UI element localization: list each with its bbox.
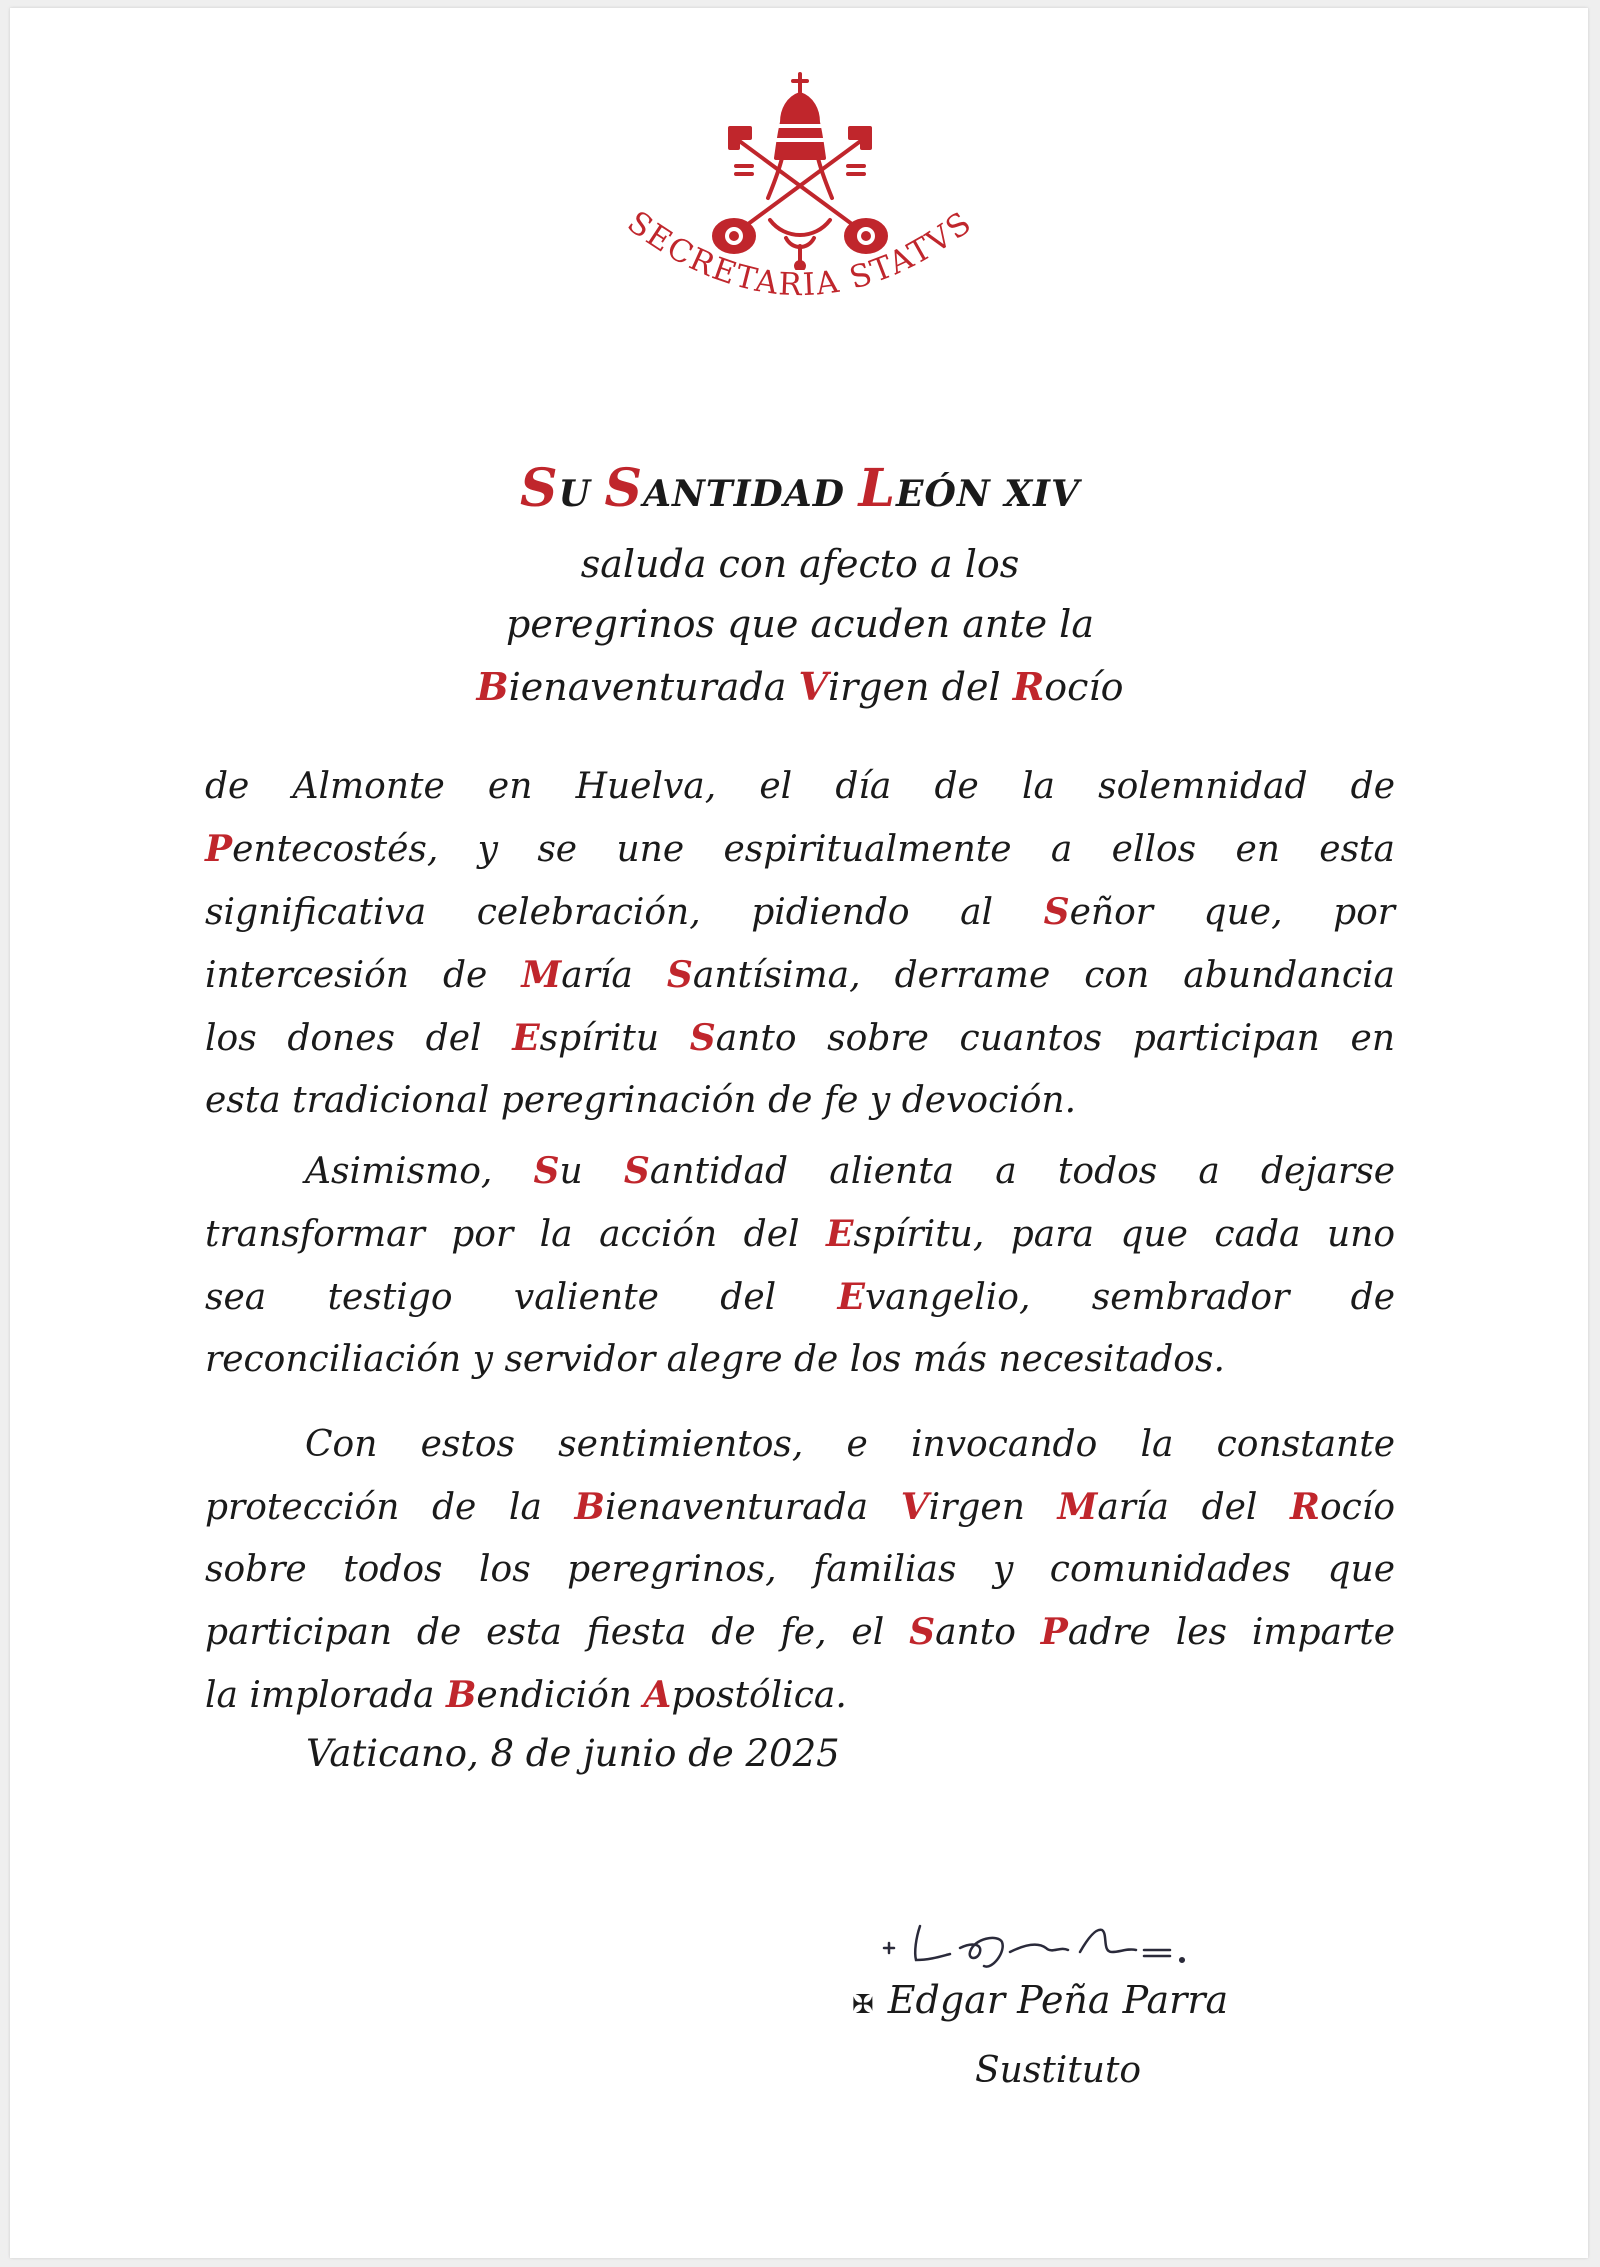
date-line: Vaticano, 8 de junio de 2025: [306, 1732, 840, 1775]
cross-icon: ✠: [852, 1990, 874, 2020]
paragraph-1: de Almonte en Huelva, el día de la solemnidad de Pentecostés, y se une espiritualmente a ellos en esta significativa celebración, pidiendo al Señor que, por intercesión de María Santísima, derrame con abundancia los dones del Espíritu Santo sobre cuantos participan en esta tradicional peregrinación de fe y devoción.: [205, 766, 1396, 1121]
handwritten-signature: [880, 1908, 1220, 1978]
svg-text:SECRETARIA STATVS: [621, 210, 980, 303]
intro-line-3: Bienaventurada Virgen del Rocío: [476, 664, 1124, 709]
signer-role: Sustituto: [975, 2050, 1142, 2091]
heading-title: SU SANTIDAD LEÓN XIV: [520, 458, 1080, 519]
paragraph-2: Asimismo, Su Santidad alienta a todos a dejarse transformar por la acción del Espíritu, para que cada uno sea testigo valiente del Evangelio, sembrador de reconciliación y servidor alegre de los más necesitados.: [205, 1150, 1396, 1380]
seal-text: SECRETARIA STATVS: [620, 210, 980, 304]
document-page: [10, 8, 1588, 2258]
signer-name: ✠ Edgar Peña Parra: [852, 1978, 1229, 2022]
seal-caption: [610, 210, 990, 340]
paragraph-3: Con estos sentimientos, e invocando la constante protección de la Bienaventurada Virgen María del Rocío sobre todos los peregrinos, familias y comunidades que participan de esta fiesta de fe, el Santo Padre les imparte la implorada Bendición Apostólica.: [205, 1424, 1395, 1716]
intro-line-1: saluda con afecto a los: [580, 542, 1020, 586]
intro-line-2: peregrinos que acuden ante la: [506, 602, 1094, 646]
